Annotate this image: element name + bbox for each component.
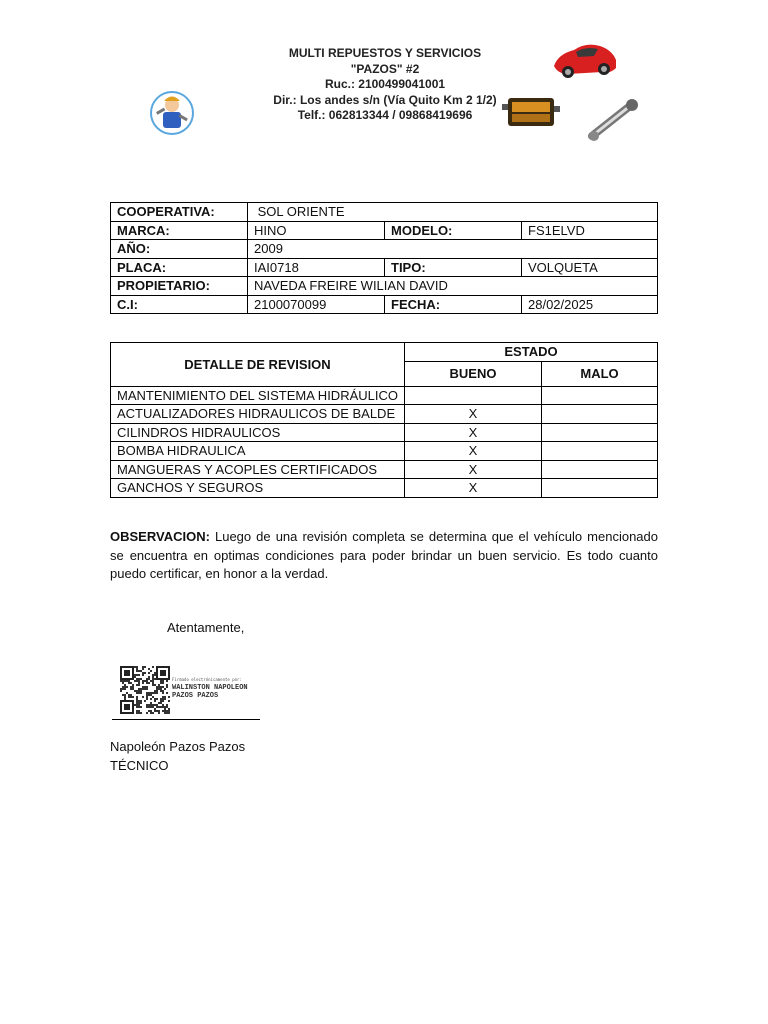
placa-value: IAI0718: [248, 258, 385, 277]
signer-name: Napoleón Pazos Pazos: [110, 739, 246, 754]
bueno-cell: X: [405, 442, 542, 461]
bueno-cell: X: [405, 405, 542, 424]
modelo-label: MODELO:: [385, 221, 522, 240]
observation-paragraph: [110, 528, 658, 584]
ci-value: 2100070099: [248, 295, 385, 314]
revision-item: ACTUALIZADORES HIDRAULICOS DE BALDE: [111, 405, 405, 424]
malo-header: MALO: [542, 361, 658, 386]
bueno-cell: X: [405, 479, 542, 498]
revision-rows: [111, 386, 658, 497]
bueno-header: BUENO: [405, 361, 542, 386]
engine-part-icon: [500, 94, 562, 132]
table-row: [111, 479, 658, 498]
cooperativa-label: COOPERATIVA:: [111, 203, 248, 222]
fecha-value: 28/02/2025: [522, 295, 658, 314]
revision-table: [110, 342, 658, 498]
company-header: [230, 46, 540, 124]
stamp-caption: Firmado electrónicamente por:: [172, 677, 242, 682]
table-row: [111, 258, 658, 277]
signature-qr-code: [120, 666, 170, 714]
tipo-label: TIPO:: [385, 258, 522, 277]
vehicle-info-table: [110, 202, 658, 314]
malo-cell: [542, 423, 658, 442]
signer-block: [110, 737, 245, 775]
detail-header: DETALLE DE REVISION: [111, 343, 405, 387]
signer-title: TÉCNICO: [110, 758, 169, 773]
red-car-icon: [550, 38, 620, 80]
company-ruc: Ruc.: 2100499041001: [324, 77, 446, 91]
cooperativa-value: SOL ORIENTE: [248, 203, 658, 222]
ci-label: C.I:: [111, 295, 248, 314]
revision-item: MANGUERAS Y ACOPLES CERTIFICADOS: [111, 460, 405, 479]
propietario-label: PROPIETARIO:: [111, 277, 248, 296]
placa-label: PLACA:: [111, 258, 248, 277]
marca-label: MARCA:: [111, 221, 248, 240]
closing-text: Atentamente,: [167, 620, 245, 635]
table-row: [111, 386, 658, 405]
table-row: [111, 442, 658, 461]
stamp-signer-name: WALINSTON NAPOLEON PAZOS PAZOS: [172, 684, 248, 700]
table-header-row: [111, 343, 658, 362]
tipo-value: VOLQUETA: [522, 258, 658, 277]
revision-item: CILINDROS HIDRAULICOS: [111, 423, 405, 442]
table-row: [111, 221, 658, 240]
modelo-value: FS1ELVD: [522, 221, 658, 240]
table-row: [111, 460, 658, 479]
table-row: [111, 295, 658, 314]
marca-value: HINO: [248, 221, 385, 240]
company-subtitle: "PAZOS" #2: [350, 61, 420, 76]
hose-part-icon: [586, 96, 644, 144]
estado-header: ESTADO: [405, 343, 658, 362]
malo-cell: [542, 460, 658, 479]
table-row: [111, 240, 658, 259]
bueno-cell: [405, 386, 542, 405]
propietario-value: NAVEDA FREIRE WILIAN DAVID: [248, 277, 658, 296]
observation-label: OBSERVACION:: [110, 529, 210, 544]
mechanic-logo-icon: [148, 88, 196, 138]
malo-cell: [542, 479, 658, 498]
anio-label: AÑO:: [111, 240, 248, 259]
bueno-cell: X: [405, 460, 542, 479]
company-phone: Telf.: 062813344 / 09868419696: [297, 108, 473, 122]
revision-item: BOMBA HIDRAULICA: [111, 442, 405, 461]
revision-item: GANCHOS Y SEGUROS: [111, 479, 405, 498]
fecha-label: FECHA:: [385, 295, 522, 314]
malo-cell: [542, 386, 658, 405]
bueno-cell: X: [405, 423, 542, 442]
table-row: [111, 277, 658, 296]
anio-value: 2009: [248, 240, 658, 259]
malo-cell: [542, 405, 658, 424]
table-row: [111, 203, 658, 222]
table-row: [111, 423, 658, 442]
company-name: MULTI REPUESTOS Y SERVICIOS: [288, 46, 482, 60]
observation-text: Luego de una revisión completa se determina que el vehículo mencionado se encuentra en optimas condiciones para poder brindar un buen servicio. Es todo cuanto puedo certificar, en honor a la verdad.: [110, 529, 658, 581]
revision-item: MANTENIMIENTO DEL SISTEMA HIDRÁULICO: [111, 386, 405, 405]
malo-cell: [542, 442, 658, 461]
company-address: Dir.: Los andes s/n (Vía Quito Km 2 1/2): [273, 92, 497, 107]
signature-line: [112, 719, 260, 720]
table-row: [111, 405, 658, 424]
